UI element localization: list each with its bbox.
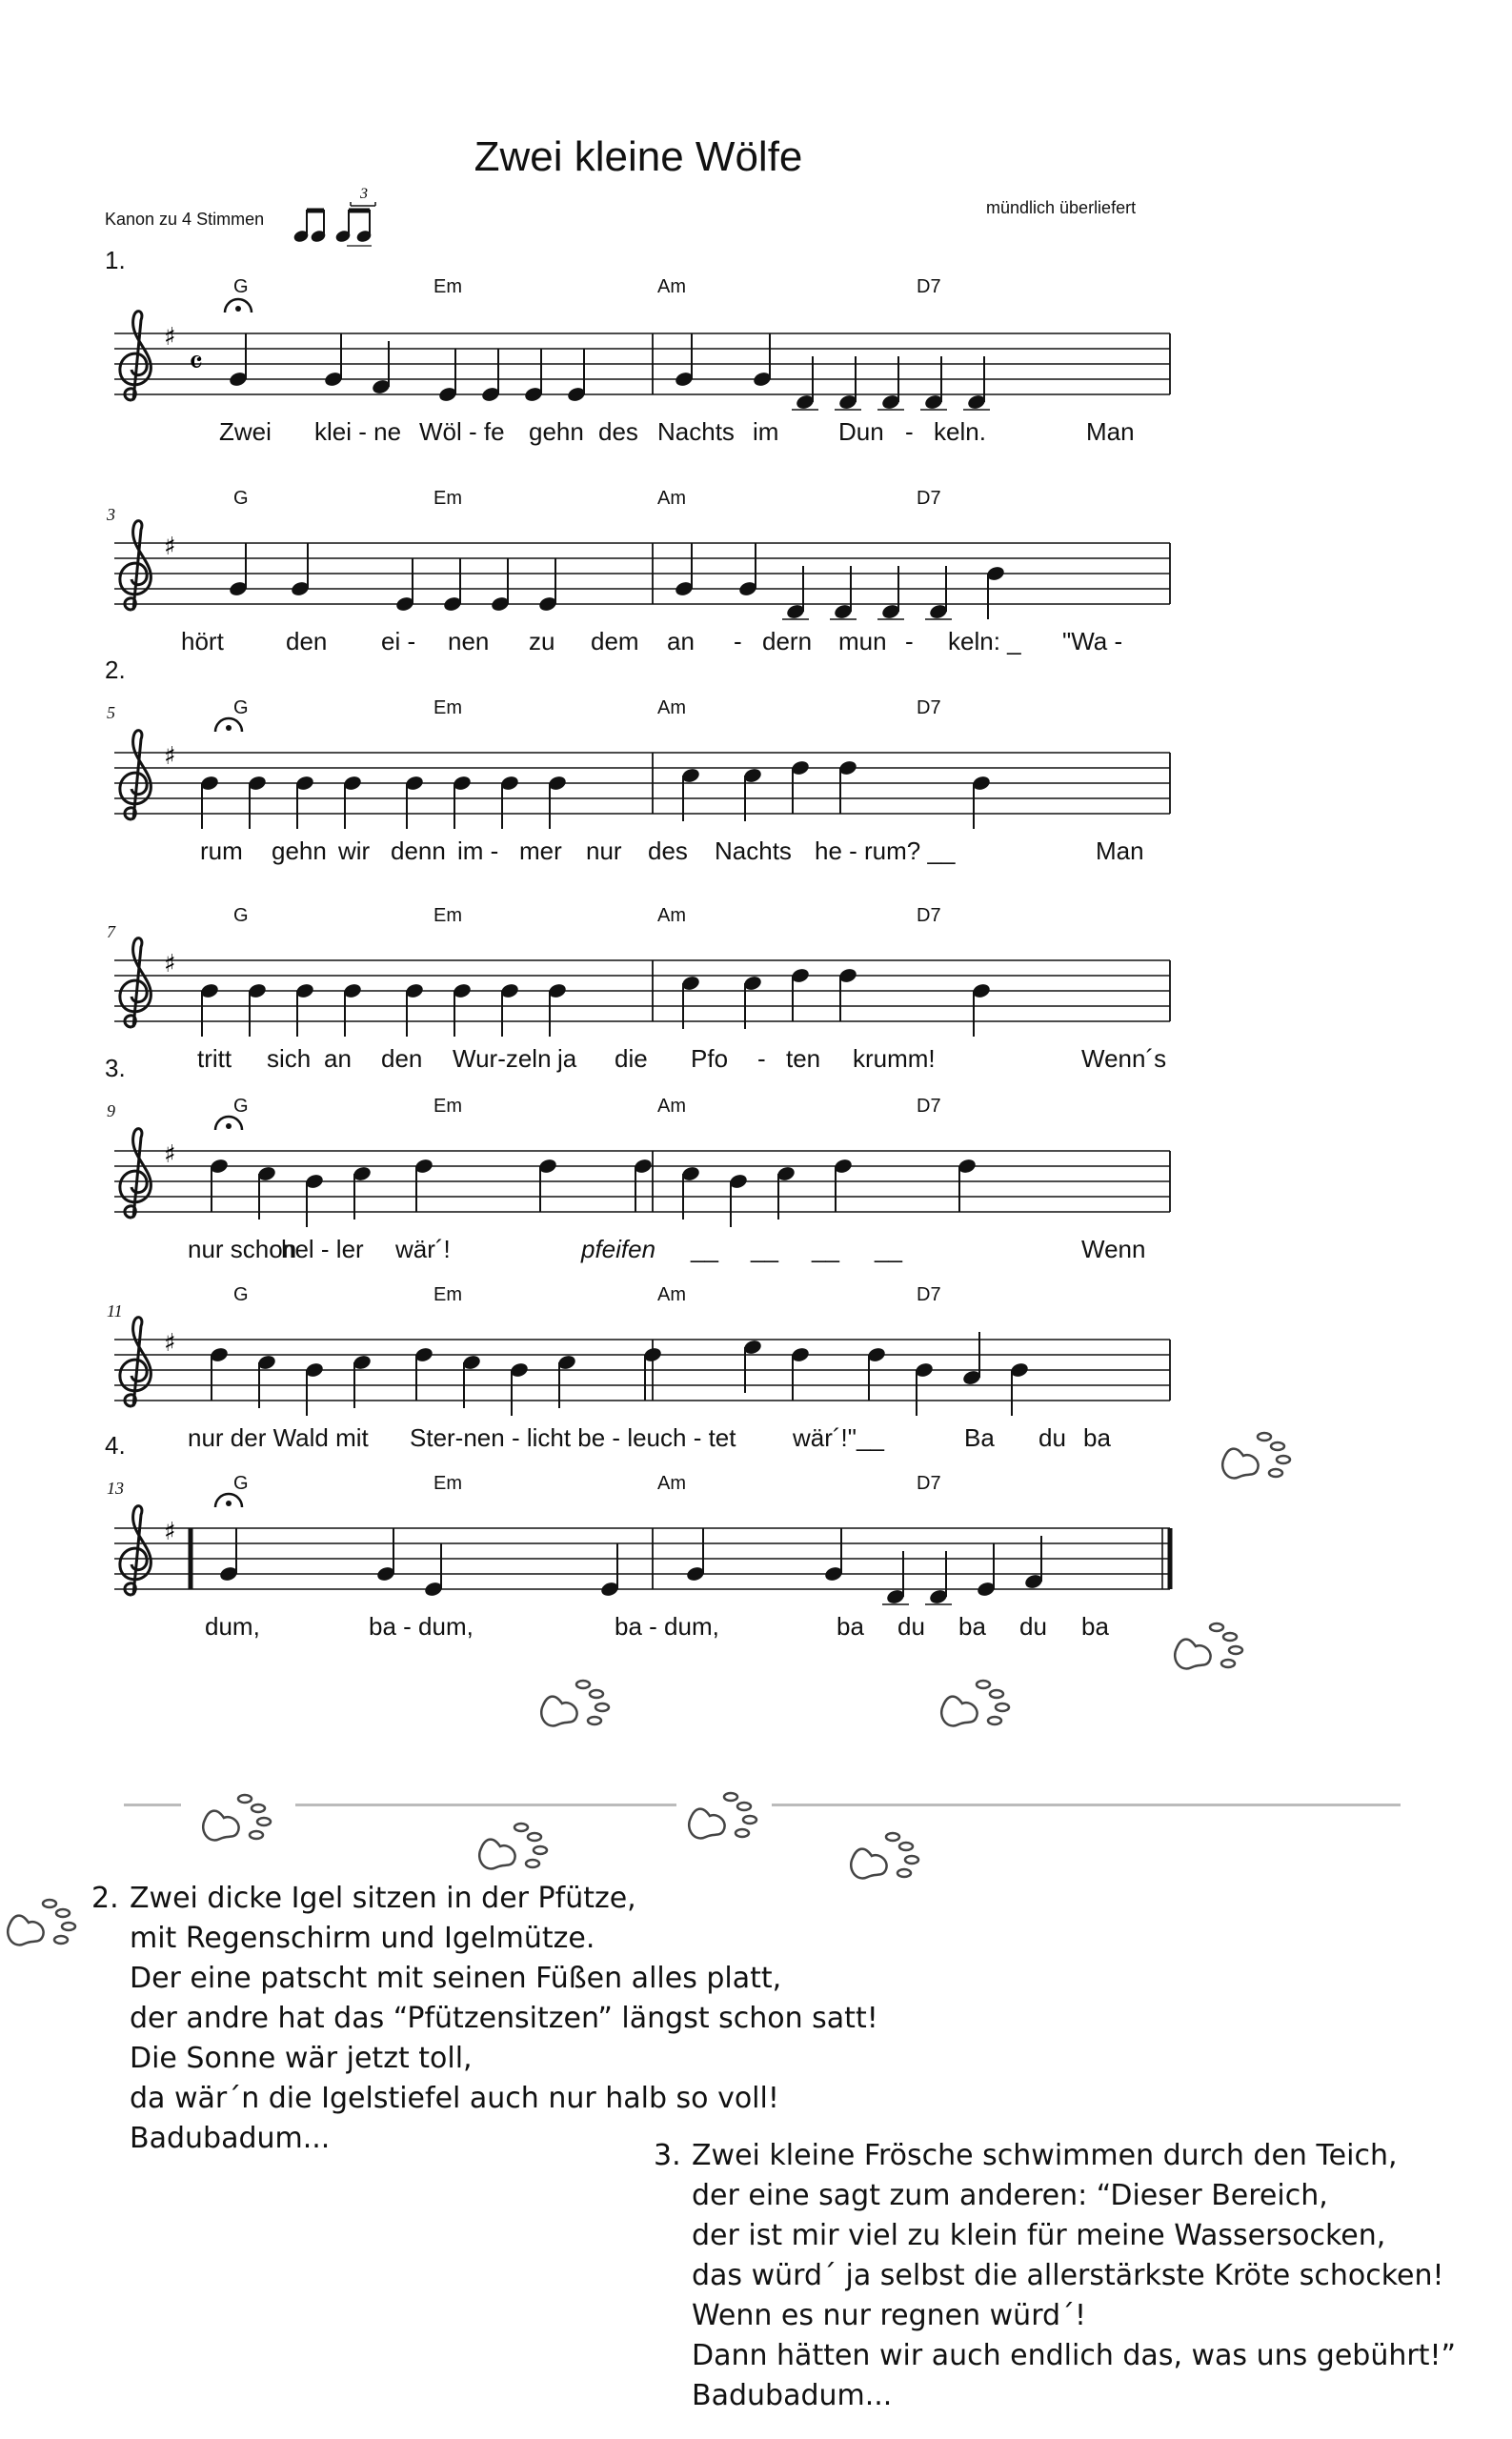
verse-line: mit Regenschirm und Igelmütze. — [130, 1922, 595, 1955]
lyric-syllable: gehn — [529, 417, 584, 446]
voice-entry-number: 2. — [105, 655, 126, 684]
key-signature-sharp-icon: ♯ — [164, 742, 176, 771]
chord-symbol: Am — [657, 488, 686, 509]
chord-symbol: Em — [433, 1473, 462, 1494]
lyric-syllable: Dun — [838, 417, 884, 446]
fermata-dot — [226, 1501, 232, 1506]
fermata-dot — [235, 306, 241, 312]
key-signature-sharp-icon: ♯ — [164, 1140, 176, 1169]
treble-clef-icon — [120, 731, 151, 819]
paw-print-icon — [195, 1782, 281, 1848]
paw-print-icon — [934, 1667, 1019, 1734]
verse-line: Zwei dicke Igel sitzen in der Pfütze, — [130, 1882, 636, 1915]
chord-symbol: D7 — [917, 697, 941, 718]
lyric-syllable: Ster-nen - licht be - leuch - tet — [410, 1423, 736, 1452]
lyric-syllable: __ — [812, 1235, 839, 1263]
paw-print-icon — [1167, 1610, 1253, 1677]
music-line — [95, 655, 1277, 881]
lyric-syllable: den — [286, 627, 328, 655]
lyric-syllable: ja — [557, 1044, 577, 1073]
bar-number: 13 — [107, 1479, 124, 1498]
chord-symbol: G — [233, 1096, 249, 1117]
lyric-syllable: ba — [958, 1612, 986, 1641]
treble-clef-icon — [120, 1506, 151, 1595]
paw-print-icon — [0, 1886, 86, 1953]
verse-line: da wär´n die Igelstiefel auch nur halb so voll! — [130, 2082, 779, 2115]
lyric-syllable: Nachts — [715, 837, 792, 865]
music-line — [95, 1263, 1277, 1468]
verse-line: Die Sonne wär jetzt toll, — [130, 2042, 473, 2075]
lyric-syllable: dern — [762, 627, 813, 655]
lyric-syllable: ba - dum, — [615, 1612, 719, 1641]
lyric-syllable: tritt — [197, 1044, 232, 1073]
lyric-syllable: dum, — [205, 1612, 260, 1641]
lyric-syllable: nur — [586, 837, 622, 865]
chord-symbol: Am — [657, 276, 686, 297]
bar-number: 7 — [107, 922, 115, 941]
chord-symbol: G — [233, 1284, 249, 1305]
lyric-syllable: Wenn — [1081, 1235, 1146, 1263]
chord-symbol: Am — [657, 1473, 686, 1494]
lyric-syllable: he - rum? __ — [815, 837, 956, 865]
chord-symbol: G — [233, 697, 249, 718]
lyric-syllable: __ — [751, 1235, 778, 1263]
lyric-syllable: mun — [838, 627, 887, 655]
lyric-syllable: des — [598, 417, 638, 446]
lyric-syllable: gehn — [272, 837, 327, 865]
lyric-syllable: Man — [1086, 417, 1135, 446]
lyric-syllable: Man — [1096, 837, 1144, 865]
treble-clef-icon — [120, 312, 151, 400]
music-line — [95, 467, 1277, 672]
lyric-syllable: denn — [391, 837, 446, 865]
lyric-syllable: des — [648, 837, 688, 865]
lyric-syllable: - — [905, 627, 914, 655]
lyric-syllable: keln. — [934, 417, 986, 446]
voice-entry-number: 4. — [105, 1431, 126, 1460]
verse-line: Badubadum... — [130, 2122, 331, 2155]
chord-symbol: Am — [657, 1096, 686, 1117]
chord-symbol: Em — [433, 276, 462, 297]
lyric-syllable: wär´!"__ — [793, 1423, 884, 1452]
song-source: mündlich überliefert — [986, 198, 1137, 217]
treble-clef-icon — [120, 521, 151, 610]
song-title: Zwei kleine Wölfe — [474, 133, 803, 180]
bar-number: 9 — [107, 1101, 115, 1120]
paw-print-icon — [843, 1820, 929, 1886]
lyric-syllable: Nachts — [657, 417, 735, 446]
chord-symbol: D7 — [917, 905, 941, 926]
divider-left — [124, 1804, 181, 1806]
swing-rhythm-icon — [292, 185, 396, 256]
lyric-syllable: du — [1038, 1423, 1066, 1452]
lyric-syllable: - — [905, 417, 914, 446]
lyric-syllable: nen — [448, 627, 490, 655]
lyric-syllable: den — [381, 1044, 423, 1073]
chord-symbol: Em — [433, 905, 462, 926]
lyric-syllable: wär´! — [395, 1235, 451, 1263]
lyric-syllable: die — [615, 1044, 648, 1073]
lyric-syllable: hört — [181, 627, 224, 655]
divider-right — [772, 1804, 1401, 1806]
verse-line: Zwei kleine Frösche schwimmen durch den Teich, — [692, 2139, 1398, 2172]
lyric-syllable: ba — [837, 1612, 864, 1641]
lyric-syllable: zu — [529, 627, 555, 655]
verse-line: der andre hat das “Pfützensitzen” längst schon satt! — [130, 2002, 878, 2035]
key-signature-sharp-icon: ♯ — [164, 1518, 176, 1546]
chord-symbol: D7 — [917, 488, 941, 509]
chord-symbol: Am — [657, 697, 686, 718]
lyric-syllable: Wur-zeln — [453, 1044, 552, 1073]
lyric-syllable: ten — [786, 1044, 821, 1073]
lyric-syllable: Wenn´s — [1081, 1044, 1167, 1073]
verse-number: 2. — [91, 1882, 119, 1915]
lyric-syllable: sich — [267, 1044, 312, 1073]
chord-symbol: Am — [657, 905, 686, 926]
chord-symbol: Am — [657, 1284, 686, 1305]
lyric-syllable: keln: _ — [948, 627, 1021, 655]
paw-print-icon — [1215, 1420, 1300, 1486]
chord-symbol: Em — [433, 1096, 462, 1117]
lyric-syllable: Ba — [964, 1423, 995, 1452]
key-signature-sharp-icon: ♯ — [164, 533, 176, 561]
key-signature-sharp-icon: ♯ — [164, 1329, 176, 1358]
verse-2 — [91, 1879, 878, 2159]
lyric-syllable: ba — [1083, 1423, 1111, 1452]
lyric-syllable: ei - — [381, 627, 416, 655]
paw-print-icon — [472, 1810, 557, 1877]
canon-description: Kanon zu 4 Stimmen — [105, 210, 265, 229]
verse-line: Der eine patscht mit seinen Füßen alles platt, — [130, 1962, 782, 1995]
treble-clef-icon — [120, 1318, 151, 1406]
lyric-syllable: __ — [691, 1235, 718, 1263]
tuplet-label: 3 — [360, 186, 368, 202]
fermata-dot — [226, 725, 232, 731]
lyric-syllable: pfeifen — [581, 1235, 656, 1263]
chord-symbol: Em — [433, 1284, 462, 1305]
chord-symbol: Em — [433, 697, 462, 718]
chord-symbol: G — [233, 905, 249, 926]
music-line — [95, 246, 1277, 462]
verse-number: 3. — [654, 2139, 681, 2172]
treble-clef-icon — [120, 938, 151, 1027]
lyric-syllable: nur schon — [188, 1235, 297, 1263]
lyric-syllable: rum — [200, 837, 243, 865]
lyric-syllable: an — [667, 627, 695, 655]
lyric-syllable: krumm! — [853, 1044, 936, 1073]
common-time-icon: 𝄴 — [189, 346, 204, 381]
lyric-syllable: - — [734, 627, 742, 655]
lyric-syllable: Wöl - fe — [419, 417, 505, 446]
chord-symbol: G — [233, 276, 249, 297]
lyric-syllable: dem — [591, 627, 639, 655]
verse-line: Dann hätten wir auch endlich das, was uns gebührt!” — [692, 2339, 1457, 2372]
fermata-dot — [226, 1123, 232, 1129]
key-signature-sharp-icon: ♯ — [164, 323, 176, 352]
lyric-syllable: an — [324, 1044, 352, 1073]
treble-clef-icon — [120, 1129, 151, 1218]
chord-symbol: D7 — [917, 276, 941, 297]
bar-number: 11 — [107, 1301, 123, 1320]
bar-number: 5 — [107, 703, 115, 722]
lyric-syllable: klei - ne — [314, 417, 402, 446]
verse-3 — [654, 2136, 1456, 2416]
lyric-syllable: - — [757, 1044, 766, 1073]
voice-entry-number: 3. — [105, 1054, 126, 1082]
verse-line: Badubadum... — [692, 2379, 893, 2412]
lyric-syllable: ba - dum, — [369, 1612, 474, 1641]
verse-line: das würd´ ja selbst die allerstärkste Kröte schocken! — [692, 2259, 1444, 2292]
chord-symbol: G — [233, 488, 249, 509]
bar-number: 3 — [107, 505, 115, 524]
chord-symbol: Em — [433, 488, 462, 509]
key-signature-sharp-icon: ♯ — [164, 950, 176, 978]
verse-line: der eine sagt zum anderen: “Dieser Bereich, — [692, 2179, 1328, 2212]
verse-line: der ist mir viel zu klein für meine Wassersocken, — [692, 2219, 1386, 2252]
divider-mid — [295, 1804, 676, 1806]
lyric-syllable: nur der Wald mit — [188, 1423, 369, 1452]
lyric-syllable: ba — [1081, 1612, 1109, 1641]
lyric-syllable: du — [897, 1612, 925, 1641]
lyric-syllable: wir — [338, 837, 371, 865]
verse-line: Wenn es nur regnen würd´! — [692, 2299, 1087, 2332]
paw-print-icon — [681, 1780, 767, 1846]
voice-entry-number: 1. — [105, 246, 126, 274]
lyric-syllable: Zwei — [219, 417, 272, 446]
lyric-syllable: Pfo — [691, 1044, 729, 1073]
music-line — [95, 884, 1277, 1089]
lyric-syllable: __ — [875, 1235, 902, 1263]
lyric-syllable: "Wa - — [1062, 627, 1123, 655]
chord-symbol: D7 — [917, 1096, 941, 1117]
chord-symbol: G — [233, 1473, 249, 1494]
lyric-syllable: hel - ler — [281, 1235, 364, 1263]
chord-symbol: D7 — [917, 1284, 941, 1305]
chord-symbol: D7 — [917, 1473, 941, 1494]
paw-print-icon — [534, 1667, 619, 1734]
lyric-syllable: mer — [519, 837, 562, 865]
lyric-syllable: im — [753, 417, 779, 446]
lyric-syllable: im - — [457, 837, 499, 865]
lyric-syllable: du — [1019, 1612, 1047, 1641]
